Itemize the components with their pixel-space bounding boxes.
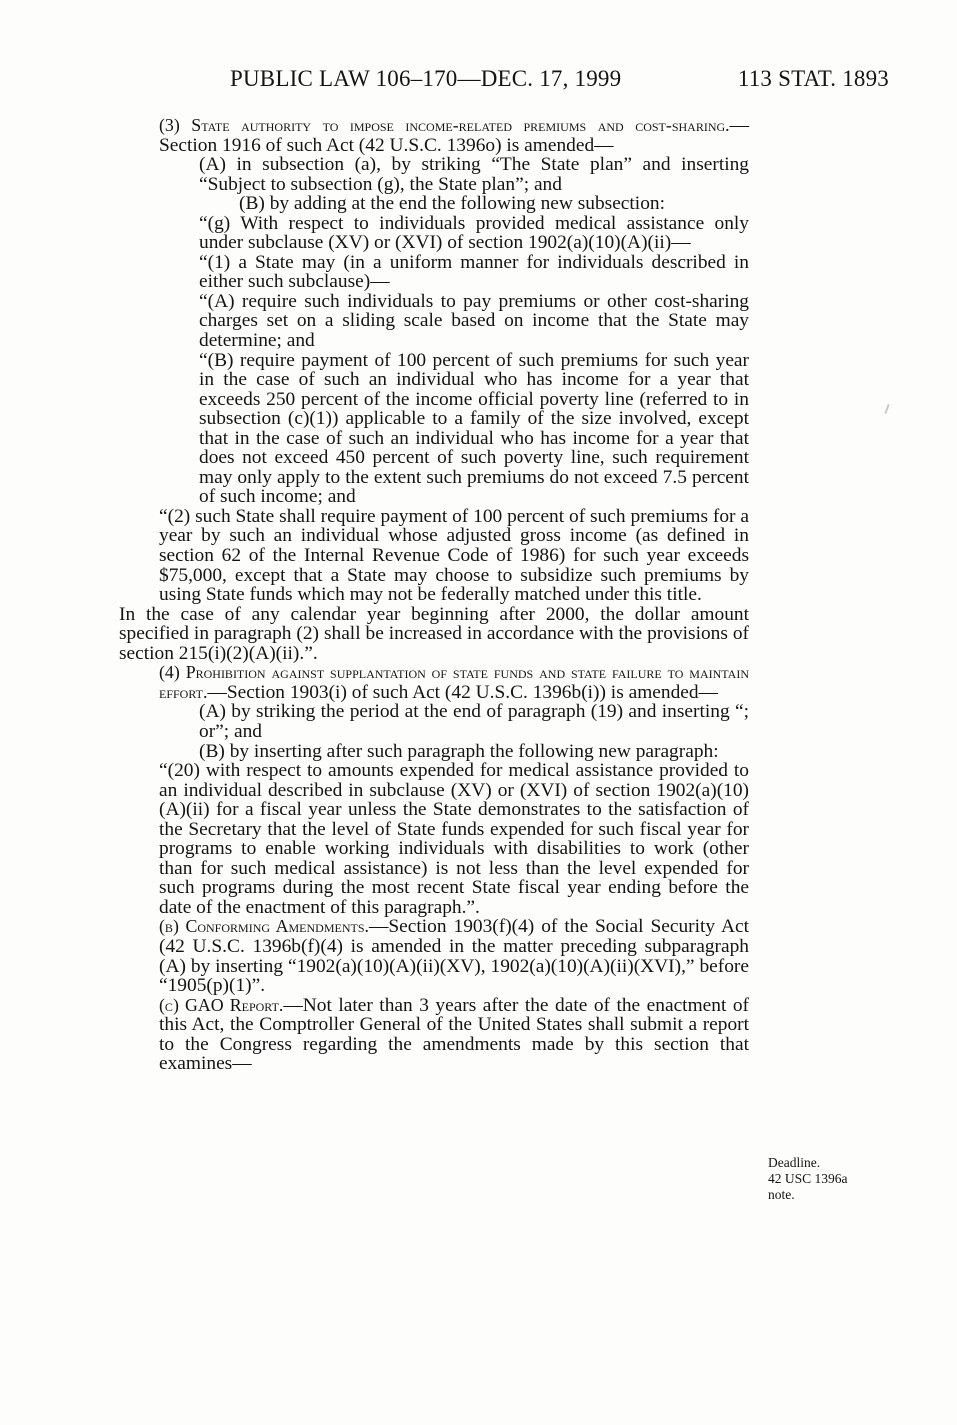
statute-text (119, 116, 749, 1074)
paragraph-body: —Section 1903(i) of such Act (42 U.S.C. 1396b(i)) is amended— (207, 681, 718, 703)
paragraph-20: “(20) with respect to amounts expended for medical assistance provided to an individual described in subclause (XV) or (XVI) of section 1902(a)(10)(A)(ii) for a fiscal year unless the State demonstrates to the satisfaction of the Secretary that the level of State funds expended for such fiscal year for programs to enable working individuals with disabilities to work (other than for such medical assistance) is not less than the level expended for such programs during the most recent State fiscal year ending before the date of the enactment of this paragraph.”. (159, 760, 749, 918)
paragraph-body: —Section 1916 of such Act (42 U.S.C. 1396o) is amended— (159, 115, 749, 156)
calendar-year-adjustment: In the case of any calendar year beginning after 2000, the dollar amount specified in paragraph (2) shall be increased in accordance with the provisions of section 215(i)(2)(A)(ii).”. (119, 603, 749, 664)
paragraph-4 (119, 663, 749, 702)
paragraph-3-A: (A) in subsection (a), by striking “The State plan” and inserting “Subject to subsection (g), the State plan”; and (199, 154, 749, 195)
paragraph-4-A: (A) by striking the period at the end of paragraph (19) and inserting “; or”; and (199, 701, 749, 742)
paragraph-heading: (3) State authority to impose income-related premiums and cost-sharing. (159, 115, 730, 135)
paragraph-3 (119, 116, 749, 155)
paragraph-4-B: (B) by inserting after such paragraph the following new paragraph: (199, 740, 719, 762)
margin-note-deadline: Deadline. (768, 1155, 821, 1170)
paragraph-heading: (4) Prohibition against supplantation of state funds and state failure to maintain effort. (159, 662, 749, 702)
stat-page-number: 113 STAT. 1893 (737, 66, 889, 91)
subsection-g-1-B: “(B) require payment of 100 percent of such premiums for such year in the case of such an individual who has income for a year that exceeds 250 percent of the income official poverty line (referred to in subsection (c)(1)) applicable to a family of the size involved, except that in the case of such an individual who has income for a year that does not exceed 450 percent of such poverty line, such requirement may only apply to the extent such premiums do not exceed 7.5 percent of such income; and (199, 349, 749, 508)
paragraph-body: —Section 1903(f)(4) of the Social Security Act (42 U.S.C. 1396b(f)(4) is amended in the matter preceding subparagraph (A) by inserting “1902(a)(10)(A)(ii)(XV), 1902(a)(10)(A)(ii)(XVI),” before “1905(p)(1)”. (159, 916, 749, 997)
subsection-b (119, 917, 749, 995)
paragraph-3-B: (B) by adding at the end the following new subsection: (239, 193, 665, 215)
subsection-g-2: “(2) such State shall require payment of 100 percent of such premiums for a year by such an individual whose adjusted gross income (as defined in section 62 of the Internal Revenue Code of 1986) for such year exceeds $75,000, except that a State may choose to subsidize such premiums by using State funds which may not be federally matched under this title. (159, 505, 749, 606)
subsection-c (119, 996, 749, 1074)
margin-note (768, 1155, 878, 1203)
margin-note-note: note. (768, 1187, 795, 1202)
subsection-g-1: “(1) a State may (in a uniform manner for individuals described in either such subclause)— (199, 251, 749, 293)
paragraph-body: —Not later than 3 years after the date of the enactment of this Act, the Comptroller General of the United States shall submit a report to the Congress regarding the amendments made by this section that examines— (159, 994, 749, 1075)
scan-mark (884, 404, 889, 414)
subsection-g: “(g) With respect to individuals provided medical assistance only under subclause (XV) or (XVI) of section 1902(a)(10)(A)(ii)— (199, 212, 749, 254)
paragraph-heading: (c) GAO Report. (159, 994, 284, 1015)
margin-note-citation: 42 USC 1396a (768, 1171, 848, 1186)
paragraph-heading: (b) Conforming Amendments. (159, 916, 369, 937)
running-head: PUBLIC LAW 106–170—DEC. 17, 1999 (230, 66, 622, 91)
subsection-g-1-A: “(A) require such individuals to pay premiums or other cost-sharing charges set on a sliding scale based on income that the State may determine; and (199, 290, 749, 352)
